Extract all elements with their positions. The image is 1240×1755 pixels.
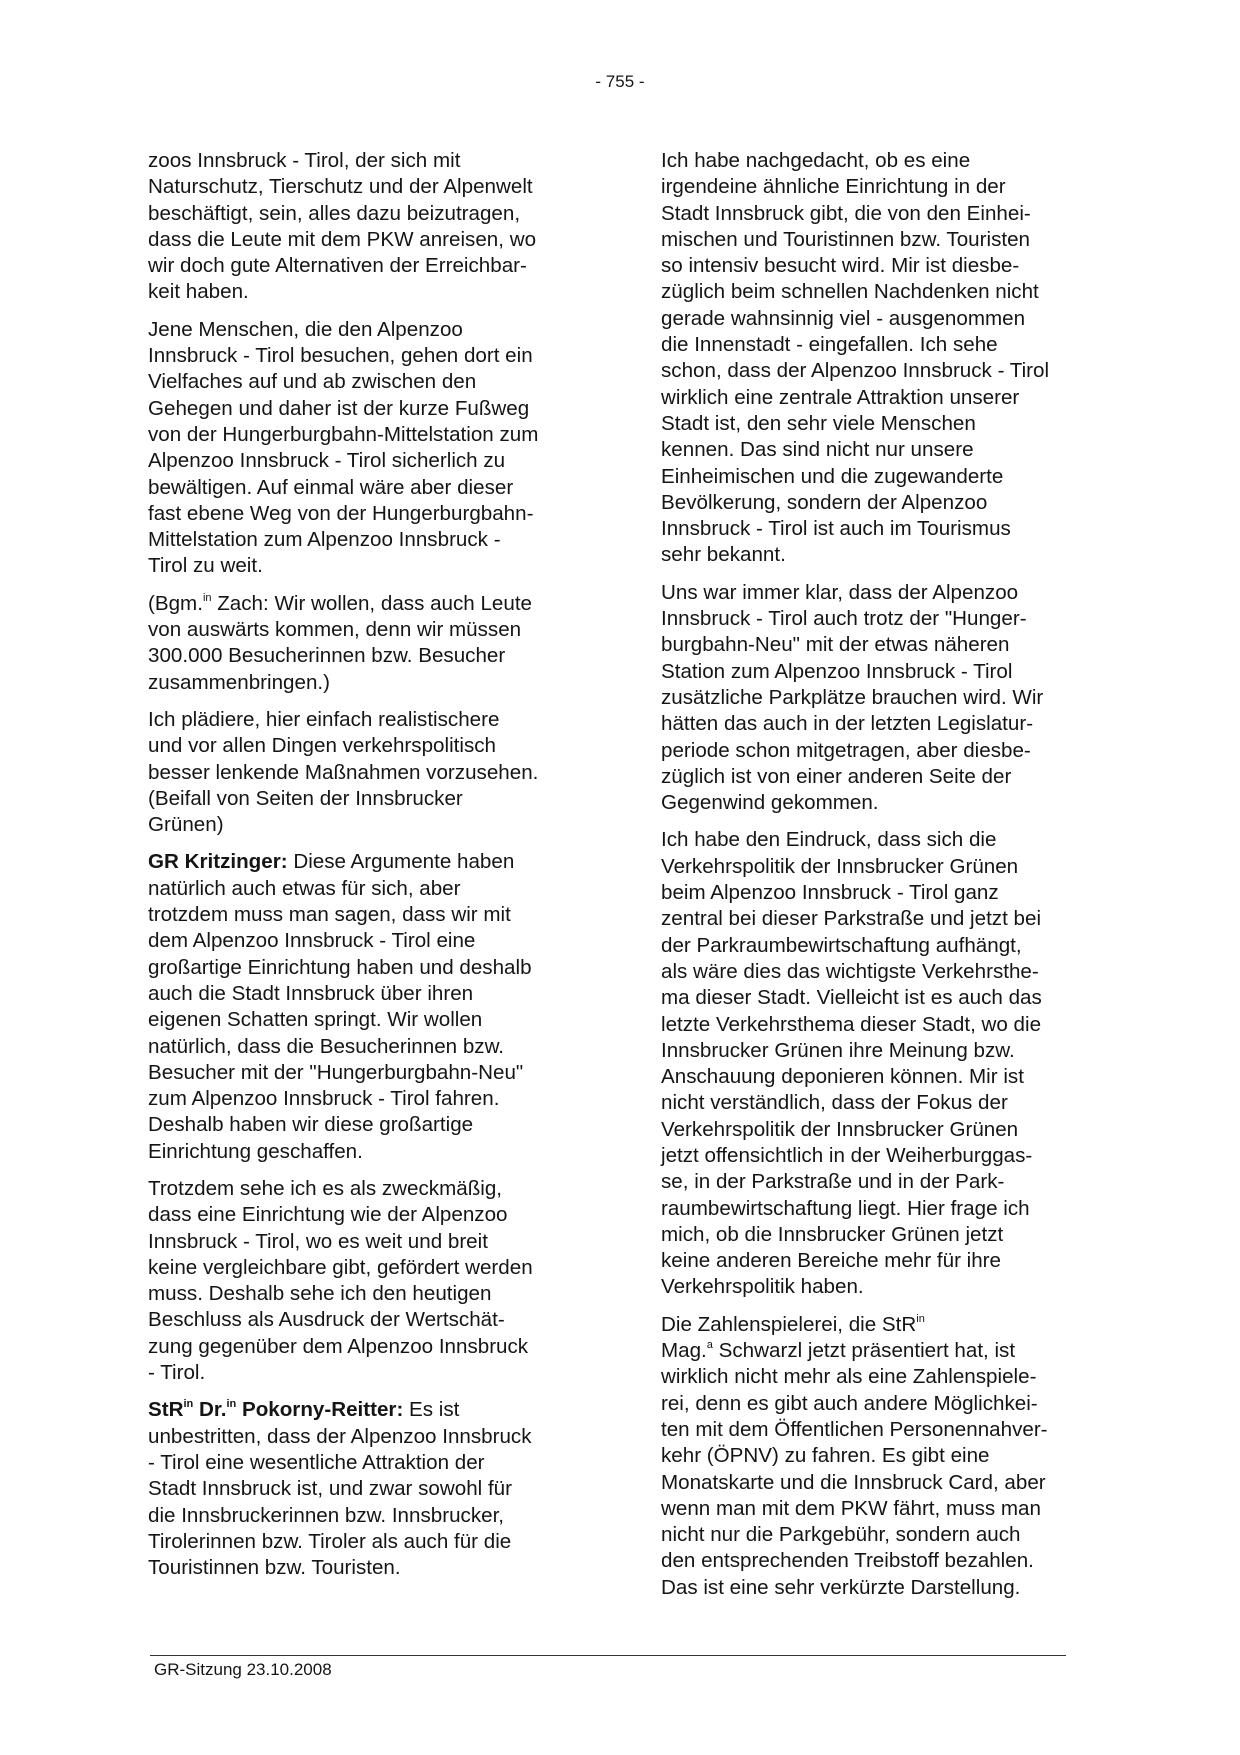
paragraph-line: wenn man mit dem PKW fährt, muss man bbox=[661, 1496, 1041, 1520]
superscript: a bbox=[706, 1339, 713, 1352]
paragraph-line: zusätzliche Parkplätze brauchen wird. Wir bbox=[661, 685, 1044, 709]
paragraph-line: von auswärts kommen, denn wir müssen bbox=[148, 618, 522, 642]
paragraph-line: - Tirol. bbox=[148, 1361, 206, 1385]
paragraph-line: Grünen) bbox=[148, 813, 224, 837]
paragraph-line: zung gegenüber dem Alpenzoo Innsbruck bbox=[148, 1334, 529, 1358]
paragraph-line: nicht verständlich, dass der Fokus der bbox=[661, 1091, 1008, 1115]
paragraph-line: Deshalb haben wir diese großartige bbox=[148, 1113, 474, 1137]
paragraph-line: Trotzdem sehe ich es als zweckmäßig, bbox=[148, 1176, 503, 1200]
paragraph-line: die Innenstadt - eingefallen. Ich sehe bbox=[661, 333, 998, 357]
paragraph-line: GR Kritzinger: Diese Argumente haben bbox=[148, 850, 515, 874]
paragraph bbox=[148, 707, 590, 838]
paragraph-line: züglich ist von einer anderen Seite der bbox=[661, 764, 1012, 788]
paragraph-line: Jene Menschen, die den Alpenzoo bbox=[148, 317, 463, 341]
paragraph-line: Verkehrspolitik der Innsbrucker Grünen bbox=[661, 854, 1019, 878]
paragraph-line: burgbahn-Neu" mit der etwas näheren bbox=[661, 633, 1010, 657]
paragraph-line: Monatskarte und die Innsbruck Card, aber bbox=[661, 1470, 1046, 1494]
paragraph-line: Alpenzoo Innsbruck - Tirol sicherlich zu bbox=[148, 449, 506, 473]
paragraph-line: als wäre dies das wichtigste Verkehrsthe- bbox=[661, 959, 1039, 983]
paragraph-line: züglich beim schnellen Nachdenken nicht bbox=[661, 280, 1039, 304]
left-column bbox=[148, 148, 590, 1592]
paragraph-line: irgendeine ähnliche Einrichtung in der bbox=[661, 175, 1006, 199]
paragraph-line: Verkehrspolitik der Innsbrucker Grünen bbox=[661, 1117, 1019, 1141]
paragraph-line: Gehegen und daher ist der kurze Fußweg bbox=[148, 396, 530, 420]
speaker-paragraph bbox=[148, 849, 590, 1165]
paragraph-line: wirklich eine zentrale Attraktion unserer bbox=[661, 385, 1020, 409]
paragraph-line: Verkehrspolitik haben. bbox=[661, 1275, 864, 1299]
paragraph-line: mischen und Touristinnen bzw. Touristen bbox=[661, 227, 1030, 251]
paragraph-line: beschäftigt, sein, alles dazu beizutragen, bbox=[148, 201, 521, 225]
paragraph bbox=[661, 580, 1103, 817]
paragraph-line: Tirol zu weit. bbox=[148, 554, 263, 578]
paragraph-line: und vor allen Dingen verkehrspolitisch bbox=[148, 734, 496, 758]
paragraph-line: Stadt Innsbruck gibt, die von den Einhei- bbox=[661, 201, 1031, 225]
paragraph-line: zoos Innsbruck - Tirol, der sich mit bbox=[148, 149, 461, 172]
paragraph-line: dass die Leute mit dem PKW anreisen, wo bbox=[148, 227, 537, 251]
paragraph-line: besser lenkende Maßnahmen vorzusehen. bbox=[148, 760, 539, 784]
paragraph-line: wir doch gute Alternativen der Erreichbar- bbox=[148, 254, 527, 278]
paragraph-line: Station zum Alpenzoo Innsbruck - Tirol bbox=[661, 659, 1013, 683]
right-column bbox=[661, 148, 1103, 1612]
speaker-paragraph bbox=[148, 1397, 590, 1581]
paragraph-line: dem Alpenzoo Innsbruck - Tirol eine bbox=[148, 929, 476, 953]
paragraph-line: Innsbruck - Tirol besuchen, gehen dort ein bbox=[148, 344, 533, 368]
paragraph-line: keit haben. bbox=[148, 280, 249, 304]
speaker-name: GR Kritzinger: bbox=[148, 850, 288, 874]
paragraph-line: Das ist eine sehr verkürzte Darstellung. bbox=[661, 1575, 1021, 1599]
paragraph-line: Innsbruck - Tirol auch trotz der "Hunger- bbox=[661, 607, 1027, 631]
paragraph-line: schon, dass der Alpenzoo Innsbruck - Tirol bbox=[661, 359, 1050, 383]
paragraph-line: letzte Verkehrsthema dieser Stadt, wo die bbox=[661, 1012, 1042, 1036]
paragraph bbox=[661, 827, 1103, 1300]
paragraph-line: den entsprechenden Treibstoff bezahlen. bbox=[661, 1549, 1034, 1573]
paragraph-line: auch die Stadt Innsbruck über ihren bbox=[148, 981, 474, 1005]
paragraph-line: Vielfaches auf und ab zwischen den bbox=[148, 370, 477, 394]
paragraph-line: die Innsbruckerinnen bzw. Innsbrucker, bbox=[148, 1503, 505, 1527]
paragraph bbox=[661, 1312, 1103, 1601]
paragraph-line: so intensiv besucht wird. Mir ist diesbe- bbox=[661, 254, 1020, 278]
paragraph-line: natürlich auch etwas für sich, aber bbox=[148, 876, 461, 900]
paragraph-line: jetzt offensichtlich in der Weiherburggas- bbox=[661, 1143, 1033, 1167]
paragraph-line: bewältigen. Auf einmal wäre aber dieser bbox=[148, 475, 514, 499]
paragraph-line: keine vergleichbare gibt, gefördert werden bbox=[148, 1255, 533, 1279]
paragraph-line: Innsbruck - Tirol, wo es weit und breit bbox=[148, 1229, 488, 1253]
paragraph-line: von der Hungerburgbahn-Mittelstation zum bbox=[148, 422, 539, 446]
paragraph-line: muss. Deshalb sehe ich den heutigen bbox=[148, 1282, 492, 1306]
paragraph-line: periode schon mitgetragen, aber diesbe- bbox=[661, 738, 1031, 762]
paragraph-line: Ich habe nachgedacht, ob es eine bbox=[661, 149, 971, 172]
paragraph-line: (Bgm.$^{in}$ Zach: Wir wollen, dass auch Leute bbox=[148, 591, 533, 615]
paragraph-line: Ich habe den Eindruck, dass sich die bbox=[661, 828, 997, 852]
paragraph-line: zusammenbringen.) bbox=[148, 670, 330, 694]
paragraph-line: sehr bekannt. bbox=[661, 543, 786, 567]
paragraph-line: - Tirol eine wesentliche Attraktion der bbox=[148, 1450, 485, 1474]
paragraph-line: hätten das auch in der letzten Legislatur- bbox=[661, 712, 1034, 736]
paragraph-line: der Parkraumbewirtschaftung aufhängt, bbox=[661, 933, 1022, 957]
paragraph-line: rei, denn es gibt auch andere Möglichkei- bbox=[661, 1391, 1038, 1415]
footer-divider bbox=[150, 1655, 1066, 1656]
paragraph-line: Die Zahlenspielerei, die StR$^{in}$ bbox=[661, 1312, 925, 1336]
paragraph-line: ma dieser Stadt. Vielleicht ist es auch das bbox=[661, 986, 1042, 1010]
paragraph bbox=[148, 1176, 590, 1386]
speaker-name: StR$^{in}$ Dr.$^{in}$ Pokorny-Reitter: bbox=[148, 1398, 404, 1422]
paragraph bbox=[148, 317, 590, 580]
paragraph-line: Ich plädiere, hier einfach realistischere bbox=[148, 707, 500, 731]
paragraph-line: zum Alpenzoo Innsbruck - Tirol fahren. bbox=[148, 1087, 500, 1111]
paragraph-line: Bevölkerung, sondern der Alpenzoo bbox=[661, 490, 988, 514]
paragraph-line: raumbewirtschaftung liegt. Hier frage ich bbox=[661, 1196, 1030, 1220]
paragraph-line: StR$^{in}$ Dr.$^{in}$ Pokorny-Reitter: Es ist bbox=[148, 1398, 460, 1422]
paragraph-line: (Beifall von Seiten der Innsbrucker bbox=[148, 786, 463, 810]
paragraph-line: Einrichtung geschaffen. bbox=[148, 1139, 363, 1163]
paragraph-line: keine anderen Bereiche mehr für ihre bbox=[661, 1249, 1001, 1273]
paragraph-line: großartige Einrichtung haben und deshalb bbox=[148, 955, 532, 979]
paragraph-line: Besucher mit der "Hungerburgbahn-Neu" bbox=[148, 1060, 524, 1084]
paragraph-line: wirklich nicht mehr als eine Zahlenspiele- bbox=[661, 1365, 1037, 1389]
paragraph-line: eigenen Schatten springt. Wir wollen bbox=[148, 1008, 483, 1032]
paragraph-line: Beschluss als Ausdruck der Wertschät- bbox=[148, 1308, 505, 1332]
paragraph-line: fast ebene Weg von der Hungerburgbahn- bbox=[148, 501, 534, 525]
paragraph-line: Gegenwind gekommen. bbox=[661, 791, 879, 815]
paragraph-line: zentral bei dieser Parkstraße und jetzt bei bbox=[661, 907, 1042, 931]
interjection-paragraph bbox=[148, 591, 590, 696]
paragraph-line: kehr (ÖPNV) zu fahren. Es gibt eine bbox=[661, 1444, 990, 1468]
paragraph-line: nicht nur die Parkgebühr, sondern auch bbox=[661, 1523, 1021, 1547]
paragraph bbox=[661, 148, 1103, 569]
paragraph-line: gerade wahnsinnig viel - ausgenommen bbox=[661, 306, 1026, 330]
paragraph bbox=[148, 148, 590, 306]
superscript: in bbox=[916, 1312, 925, 1325]
page-number: - 755 - bbox=[595, 72, 645, 91]
paragraph-line: Naturschutz, Tierschutz und der Alpenwelt bbox=[148, 175, 533, 199]
footer-session-date: GR-Sitzung 23.10.2008 bbox=[154, 1660, 332, 1679]
paragraph-line: Anschauung deponieren können. Mir ist bbox=[661, 1065, 1024, 1089]
paragraph-line: Einheimischen und die zugewanderte bbox=[661, 464, 1004, 488]
paragraph-line: 300.000 Besucherinnen bzw. Besucher bbox=[148, 644, 506, 668]
paragraph-line: se, in der Parkstraße und in der Park- bbox=[661, 1170, 1005, 1194]
paragraph-line: natürlich, dass die Besucherinnen bzw. bbox=[148, 1034, 505, 1058]
paragraph-line: Uns war immer klar, dass der Alpenzoo bbox=[661, 580, 1019, 604]
paragraph-line: Innsbruck - Tirol ist auch im Tourismus bbox=[661, 517, 1011, 541]
paragraph-line: Stadt Innsbruck ist, und zwar sowohl für bbox=[148, 1477, 512, 1501]
paragraph-line: Innsbrucker Grünen ihre Meinung bzw. bbox=[661, 1038, 1015, 1062]
paragraph-line: beim Alpenzoo Innsbruck - Tirol ganz bbox=[661, 881, 999, 905]
paragraph-line: dass eine Einrichtung wie der Alpenzoo bbox=[148, 1203, 508, 1227]
superscript: in bbox=[202, 591, 212, 604]
paragraph-line: trotzdem muss man sagen, dass wir mit bbox=[148, 903, 511, 927]
paragraph-line: ten mit dem Öffentlichen Personennahver- bbox=[661, 1417, 1048, 1441]
paragraph-line: Mittelstation zum Alpenzoo Innsbruck - bbox=[148, 528, 501, 552]
paragraph-line: unbestritten, dass der Alpenzoo Innsbruck bbox=[148, 1424, 532, 1448]
paragraph-line: Touristinnen bzw. Touristen. bbox=[148, 1556, 401, 1580]
paragraph-line: Mag.$^a$ Schwarzl jetzt präsentiert hat, ist bbox=[661, 1339, 1016, 1363]
paragraph-line: mich, ob die Innsbrucker Grünen jetzt bbox=[661, 1222, 1004, 1246]
paragraph-line: kennen. Das sind nicht nur unsere bbox=[661, 438, 974, 462]
paragraph-line: Stadt ist, den sehr viele Menschen bbox=[661, 411, 976, 435]
paragraph-line: Tirolerinnen bzw. Tiroler als auch für die bbox=[148, 1529, 512, 1553]
